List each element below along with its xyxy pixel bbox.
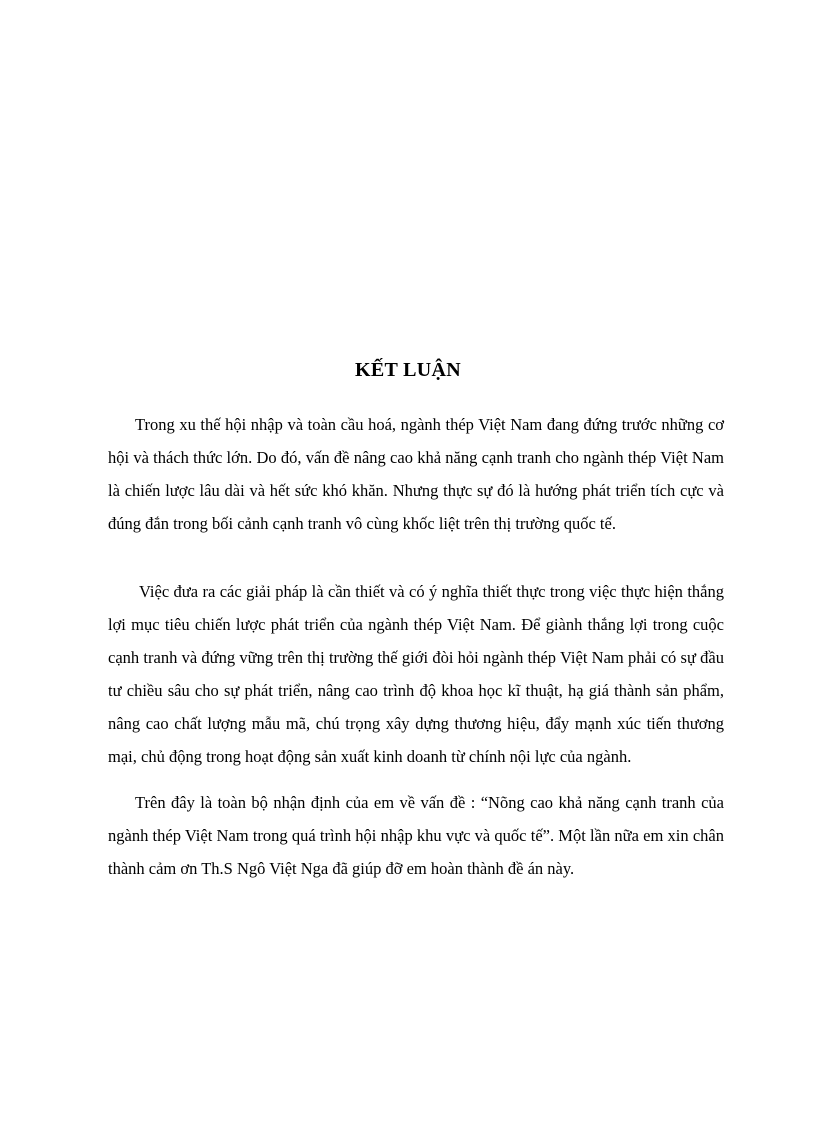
paragraph-solutions: Việc đưa ra các giải pháp là cần thiết và có ý nghĩa thiết thực trong việc thực hiện thắng lợi mục tiêu chiến lược phát triển của ngành thép Việt Nam. Để giành thắng lợi trong cuộc cạnh tranh và đứng vững trên thị trường thế giới đòi hỏi ngành thép Việt Nam phải có sự đầu tư chiều sâu cho sự phát triển, nâng cao trình độ khoa học kĩ thuật, hạ giá thành sản phẩm, nâng cao chất lượng mẫu mã, chú trọng xây dựng thương hiệu, đẩy mạnh xúc tiến thương mại, chủ động trong hoạt động sản xuất kinh doanh từ chính nội lực của ngành. xyxy=(108,582,724,766)
paragraph-intro: Trong xu thế hội nhập và toàn cầu hoá, ngành thép Việt Nam đang đứng trước những cơ hội và thách thức lớn. Do đó, vấn đề nâng cao khả năng cạnh tranh cho ngành thép Việt Nam là chiến lược lâu dài và hết sức khó khăn. Nhưng thực sự đó là hướng phát triển tích cực và đúng đắn trong bối cảnh cạnh tranh vô cùng khốc liệt trên thị trường quốc tế. xyxy=(108,415,724,533)
paragraph-acknowledgement: Trên đây là toàn bộ nhận định của em về vấn đề : “Nõng cao khả năng cạnh tranh của ngành thép Việt Nam trong quá trình hội nhập khu vực và quốc tế”. Một lần nữa em xin chân thành cảm ơn Th.S Ngô Việt Nga đã giúp đỡ em hoàn thành đề án này. xyxy=(108,793,724,878)
page-title: KẾT LUẬN xyxy=(355,359,461,381)
